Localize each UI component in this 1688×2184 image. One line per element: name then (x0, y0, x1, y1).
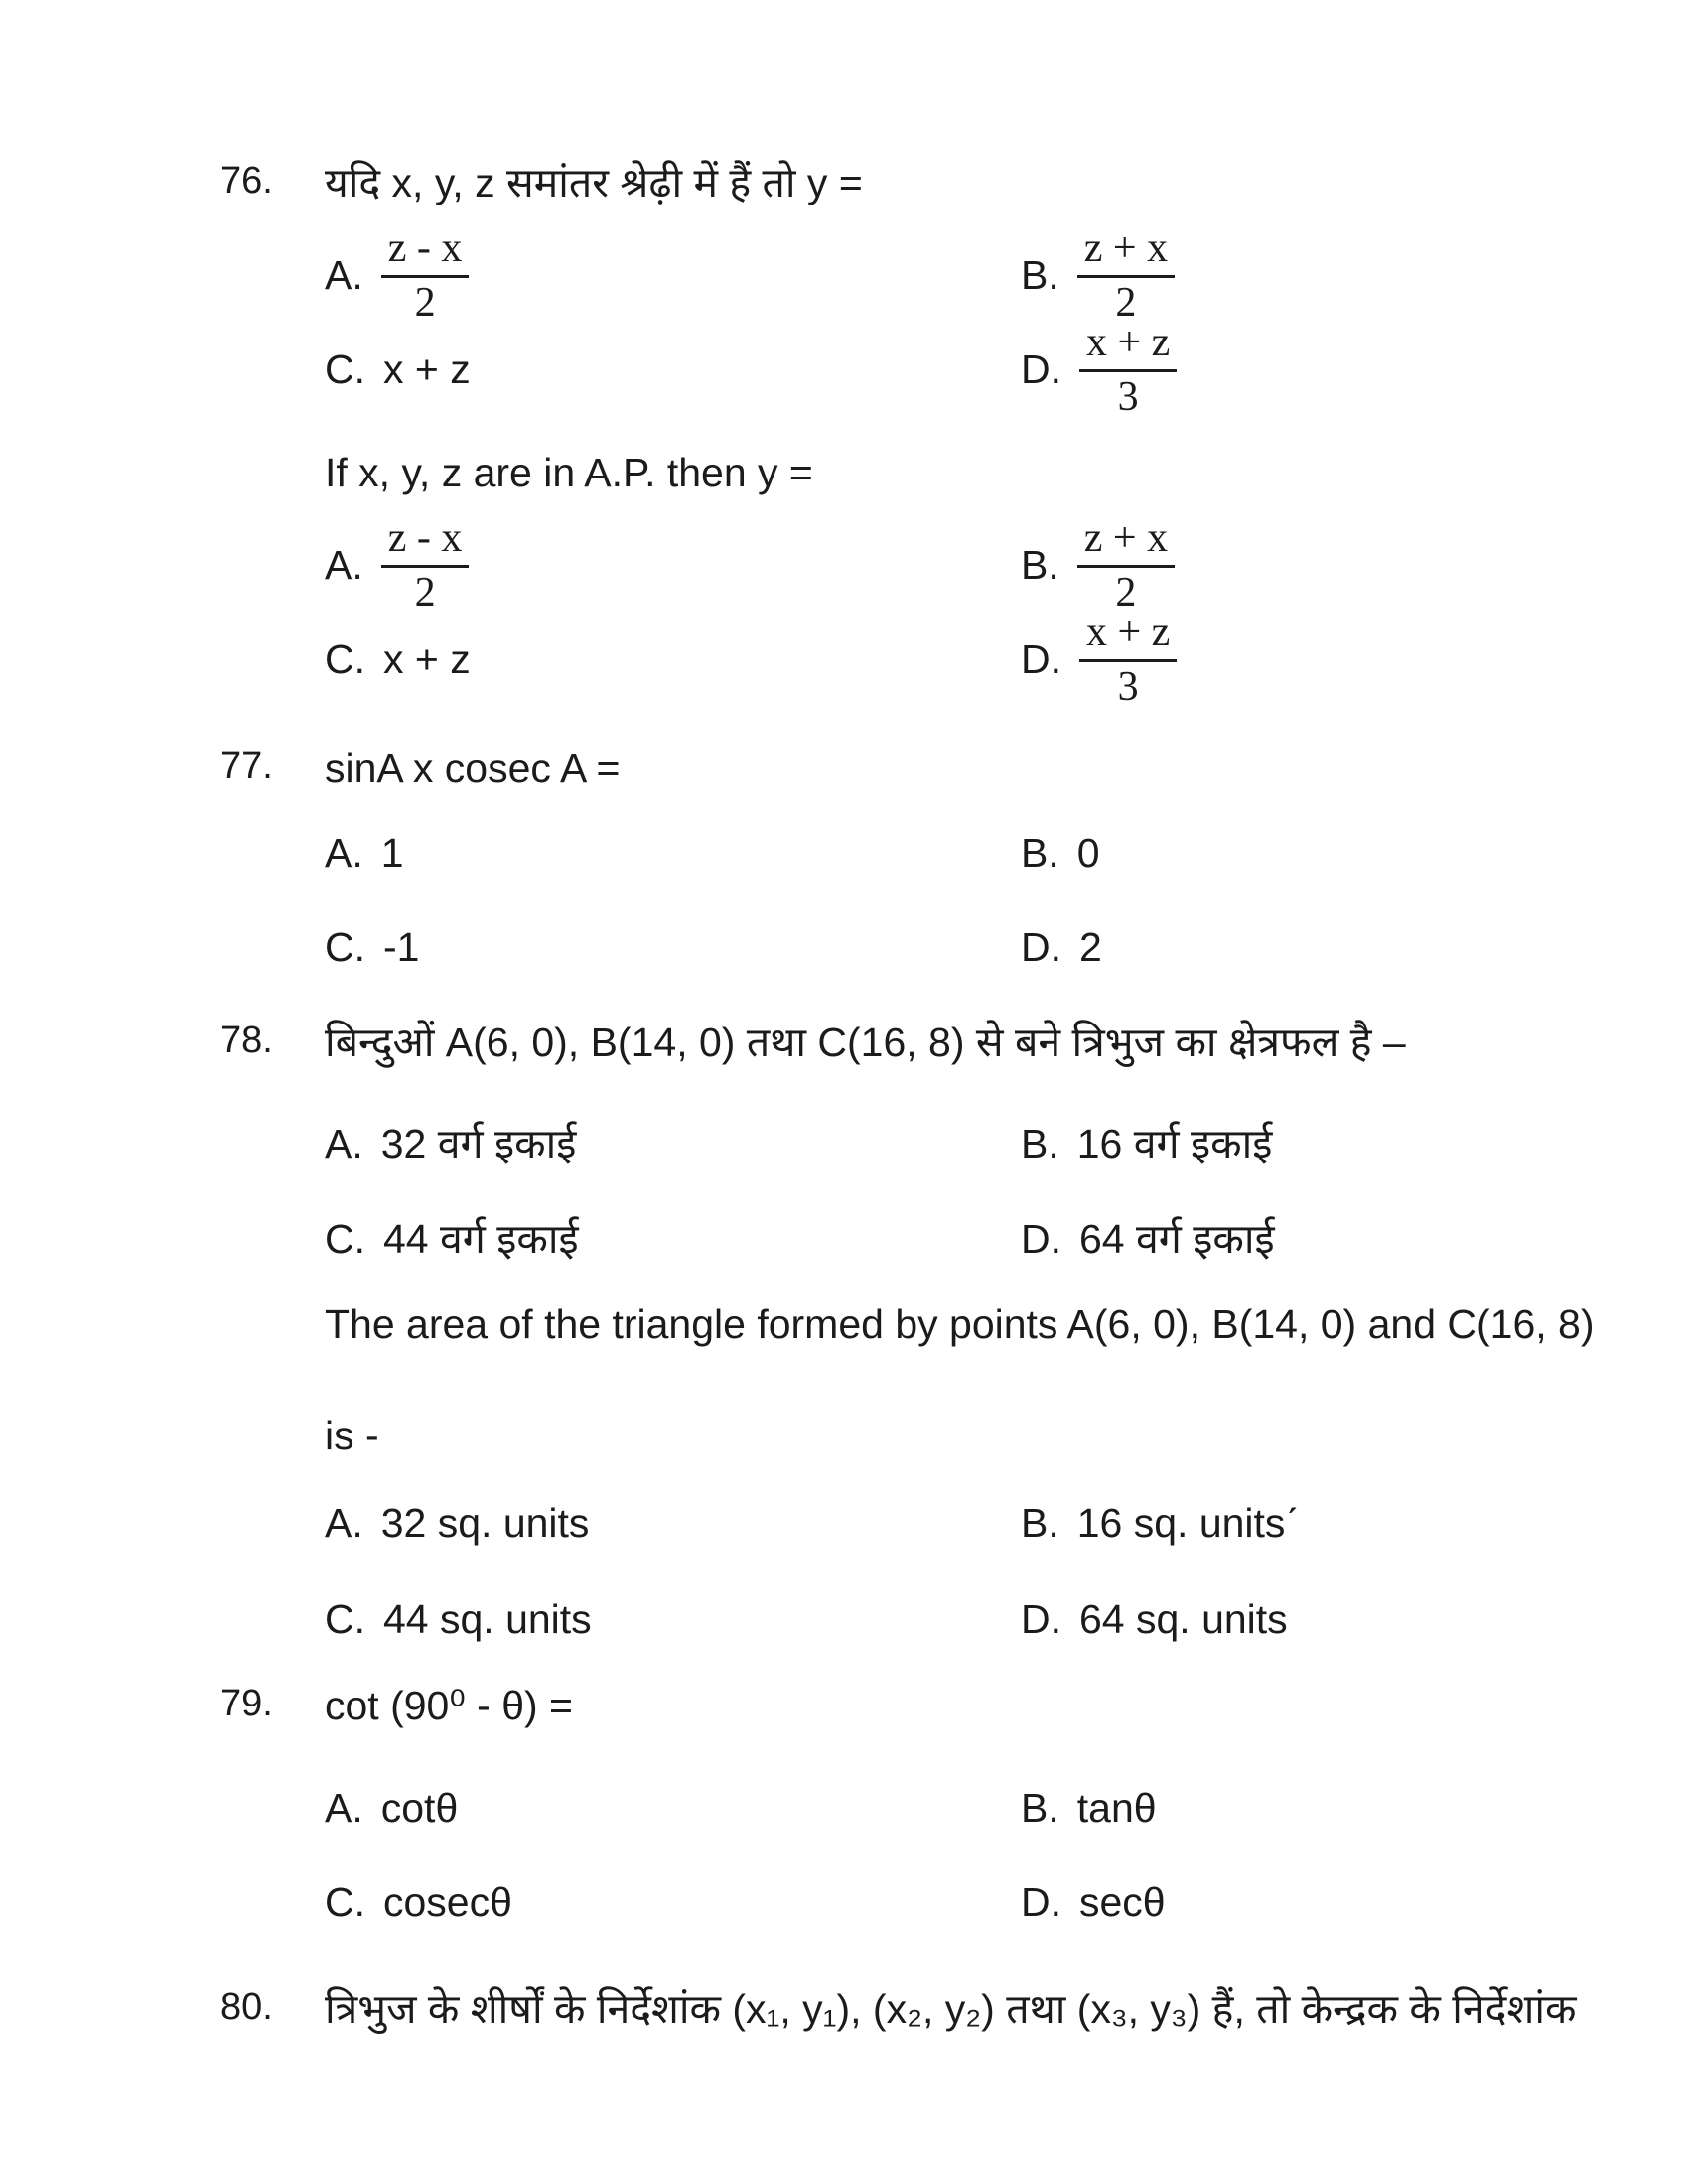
option-76-c-label: C. (325, 346, 365, 393)
question-78-hindi-row (220, 1017, 1406, 1069)
option-79-a-value: cotθ (380, 1785, 459, 1831)
option-77-b (1021, 827, 1100, 880)
fraction-numerator: z + x (1077, 226, 1175, 278)
fraction-numerator: x + z (1079, 321, 1177, 372)
fraction-denominator: 3 (1117, 374, 1139, 420)
option-76-b-fraction (1077, 226, 1175, 327)
option-76-c-value: x + z (383, 346, 471, 393)
option-78-d-label: D. (1021, 1216, 1061, 1262)
option-78-d-value: 64 वर्ग इकाई (1079, 1216, 1275, 1262)
option-76-a-fraction (381, 226, 470, 327)
question-79-row (220, 1680, 573, 1732)
option-76-a-label: A. (325, 542, 363, 589)
option-77-a (325, 827, 1021, 880)
option-79-b-value: tanθ (1076, 1785, 1157, 1831)
option-79-c-value: cosecθ (383, 1879, 512, 1925)
option-78-d-english (1021, 1593, 1288, 1646)
option-76-d-english (1021, 611, 1177, 711)
option-76-b (1021, 226, 1175, 327)
option-76-d-fraction (1079, 611, 1177, 711)
option-78-b-value: 16 sq. unitsˊ (1076, 1500, 1300, 1546)
option-79-d-value: secθ (1079, 1879, 1166, 1925)
fraction-numerator: x + z (1079, 611, 1177, 662)
fraction-denominator: 2 (1115, 280, 1137, 326)
option-78-c-hindi (325, 1213, 1021, 1266)
question-79-number: 79. (220, 1683, 273, 1724)
option-79-a-label: A. (325, 1785, 363, 1831)
option-77-c (325, 921, 1021, 974)
option-79-c-label: C. (325, 1879, 365, 1925)
fraction-denominator: 3 (1117, 664, 1139, 710)
option-76-a-label: A. (325, 252, 363, 299)
option-76-c-label: C. (325, 636, 365, 683)
option-78-a-value: 32 sq. units (380, 1500, 590, 1546)
question-80-row (220, 1983, 1576, 2036)
option-76-a-fraction (381, 516, 470, 616)
option-76-c-value: x + z (383, 636, 471, 683)
option-76-a (325, 226, 1021, 327)
option-76-d (1021, 321, 1177, 421)
question-76-number: 76. (220, 160, 273, 202)
question-76-english-options-row-2 (325, 611, 1177, 710)
option-78-b-hindi (1021, 1118, 1272, 1170)
question-78-text-english-line2: is - (325, 1413, 379, 1458)
option-76-d-fraction (1079, 321, 1177, 421)
option-78-a-english (325, 1497, 1021, 1550)
question-79-options-row-1 (325, 1782, 1157, 1835)
question-76-hindi-options-row-2 (325, 321, 1177, 420)
option-78-a-hindi (325, 1118, 1021, 1170)
question-77-text: sinA x cosec A = (325, 746, 621, 791)
option-78-b-value: 16 वर्ग इकाई (1076, 1121, 1273, 1166)
question-77-options-row-1 (325, 827, 1100, 880)
question-79-options-row-2 (325, 1876, 1166, 1929)
question-78-hindi-options-row-2 (325, 1213, 1275, 1266)
option-77-d (1021, 921, 1102, 974)
option-78-c-label: C. (325, 1596, 365, 1642)
question-76-hindi-row (220, 157, 863, 209)
question-76-english-options-row-1 (325, 516, 1175, 615)
option-78-b-label: B. (1021, 1500, 1059, 1546)
option-79-b (1021, 1782, 1157, 1835)
question-77-options-row-2 (325, 921, 1102, 974)
option-78-c-label: C. (325, 1216, 365, 1262)
option-78-b-english (1021, 1497, 1299, 1550)
question-77-row (220, 743, 620, 795)
option-78-d-hindi (1021, 1213, 1275, 1266)
option-76-a-english (325, 516, 1021, 616)
question-79-text: cot (90⁰ - θ) = (325, 1683, 574, 1728)
fraction-denominator: 2 (414, 570, 436, 615)
option-77-c-value: -1 (383, 924, 420, 970)
question-78-text-hindi: बिन्दुओं A(6, 0), B(14, 0) तथा C(16, 8) से बने त्रिभुज का क्षेत्रफल है – (325, 1020, 1406, 1065)
option-76-b-label: B. (1021, 542, 1059, 589)
option-76-b-fraction (1077, 516, 1175, 616)
option-77-d-label: D. (1021, 924, 1061, 970)
fraction-denominator: 2 (1115, 570, 1137, 615)
question-78-english-options-row-1 (325, 1497, 1299, 1550)
option-78-d-value: 64 sq. units (1079, 1596, 1288, 1642)
option-76-b-english (1021, 516, 1175, 616)
question-76-text-english: If x, y, z are in A.P. then y = (325, 450, 813, 495)
question-77-number: 77. (220, 746, 273, 787)
option-79-d (1021, 1876, 1166, 1929)
option-77-c-label: C. (325, 924, 365, 970)
option-79-a (325, 1782, 1021, 1835)
option-76-d-label: D. (1021, 636, 1061, 683)
option-78-a-label: A. (325, 1121, 363, 1166)
question-78-text-english-line1: The area of the triangle formed by points A(6, 0), B(14, 0) and C(16, 8) (325, 1301, 1595, 1347)
fraction-numerator: z - x (381, 516, 470, 568)
option-79-c (325, 1876, 1021, 1929)
option-78-c-english (325, 1593, 1021, 1646)
option-77-b-label: B. (1021, 830, 1059, 876)
option-78-c-value: 44 sq. units (383, 1596, 592, 1642)
option-79-b-label: B. (1021, 1785, 1059, 1831)
question-78-number: 78. (220, 1020, 273, 1061)
question-78-hindi-options-row-1 (325, 1118, 1272, 1170)
option-77-b-value: 0 (1076, 830, 1100, 876)
option-78-a-value: 32 वर्ग इकाई (380, 1121, 577, 1166)
option-77-a-value: 1 (380, 830, 404, 876)
fraction-numerator: z - x (381, 226, 470, 278)
option-78-d-label: D. (1021, 1596, 1061, 1642)
option-76-b-label: B. (1021, 252, 1059, 299)
option-76-c-english (325, 633, 1021, 686)
question-80-text-hindi: त्रिभुज के शीर्षों के निर्देशांक (x₁, y₁), (x₂, y₂) तथा (x₃, y₃) हैं, तो केन्द्रक के निर्देशांक (325, 1986, 1577, 2032)
fraction-numerator: z + x (1077, 516, 1175, 568)
option-76-d-label: D. (1021, 346, 1061, 393)
option-76-c (325, 343, 1021, 396)
question-76-hindi-options-row-1 (325, 226, 1175, 326)
option-78-c-value: 44 वर्ग इकाई (383, 1216, 579, 1262)
fraction-denominator: 2 (414, 280, 436, 326)
option-77-d-value: 2 (1079, 924, 1102, 970)
question-80-number: 80. (220, 1986, 273, 2028)
option-78-a-label: A. (325, 1500, 363, 1546)
option-77-a-label: A. (325, 830, 363, 876)
question-78-english-options-row-2 (325, 1593, 1288, 1646)
question-76-text-hindi: यदि x, y, z समांतर श्रेढ़ी में हैं तो y = (325, 160, 863, 205)
option-78-b-label: B. (1021, 1121, 1059, 1166)
option-79-d-label: D. (1021, 1879, 1061, 1925)
